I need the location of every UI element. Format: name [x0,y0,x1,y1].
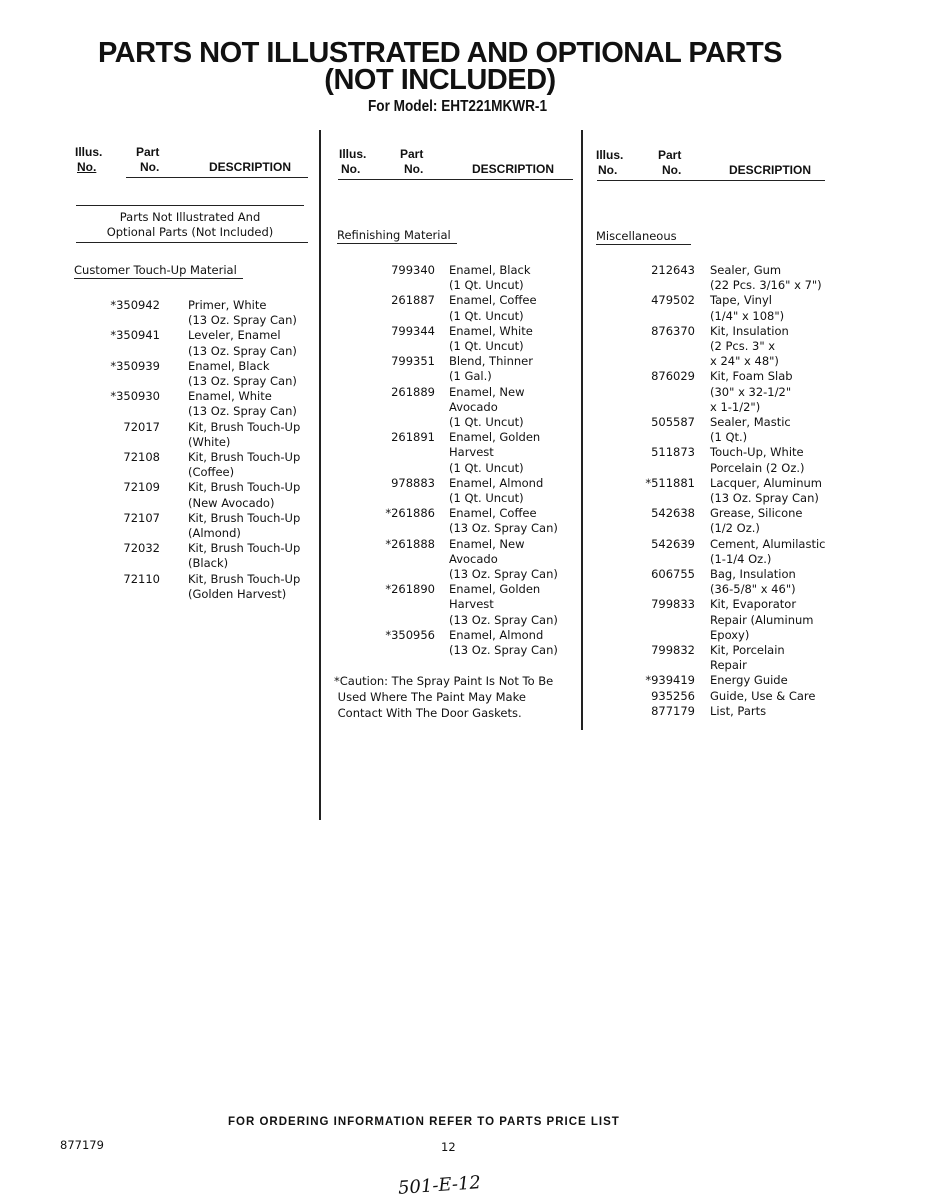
part-description: Kit, Brush Touch-Up (Golden Harvest) [188,571,301,601]
part-description: Enamel, White (1 Qt. Uncut) [449,323,533,353]
part-number: *350939 [110,358,160,373]
header-underline [338,179,573,180]
part-number: 542639 [651,536,695,551]
part-number: 876029 [651,369,695,384]
part-number: 72032 [123,541,160,556]
document-number: 877179 [60,1138,104,1152]
part-description: Tape, Vinyl (1/4" x 108") [710,293,785,323]
part-description: Enamel, Coffee (13 Oz. Spray Can) [449,506,558,536]
part-description: Energy Guide [710,673,788,688]
part-number: 261891 [391,430,435,445]
part-description: Bag, Insulation (36-5/8" x 46") [710,567,796,597]
part-description: Enamel, Black (1 Qt. Uncut) [449,263,531,293]
part-label: Part [400,147,424,161]
part-description: Primer, White (13 Oz. Spray Can) [188,298,297,328]
illus-no-label: No. [77,160,97,174]
part-number: *261886 [385,506,435,521]
part-number: 542638 [651,506,695,521]
illus-label: Illus. [75,145,103,159]
part-description: Enamel, White (13 Oz. Spray Can) [188,389,297,419]
part-description: Kit, Foam Slab (30" x 32-1/2" x 1-1/2") [710,369,793,414]
model-label: For Model: EHT221MKWR-1 [367,98,548,115]
page-subtitle: (NOT INCLUDED) [324,64,556,96]
part-description: Sealer, Gum (22 Pcs. 3/16" x 7") [710,263,822,293]
part-label: Part [136,145,160,159]
header-underline [597,180,825,181]
part-description: Lacquer, Aluminum (13 Oz. Spray Can) [710,475,823,505]
part-number: *939419 [645,673,695,688]
part-description: Cement, Alumilastic (1-1/4 Oz.) [710,536,826,566]
part-number: 261889 [391,384,435,399]
caution-note: *Caution: The Spray Paint Is Not To Be Used Where The Paint May Make Contact With The Door Gaskets. [334,674,554,720]
part-number: 212643 [651,263,695,277]
illus-label: Illus. [339,147,367,161]
part-description: Guide, Use & Care [710,688,816,703]
part-number: 479502 [651,293,695,308]
part-description: Grease, Silicone (1/2 Oz.) [710,506,803,536]
part-number: 511873 [651,445,695,460]
part-number: 876370 [651,323,695,338]
part-number: 72110 [123,571,160,586]
part-number: *350941 [110,328,160,343]
part-number: 799833 [651,597,695,612]
part-no-label: No. [140,160,160,174]
part-number: 799344 [391,323,435,338]
part-number: *350956 [385,627,435,642]
section-miscellaneous: Miscellaneous [596,229,691,245]
description-label: DESCRIPTION [729,163,812,177]
part-description: Enamel, Coffee (1 Qt. Uncut) [449,293,537,323]
part-number: 72017 [123,419,160,434]
part-description: Enamel, New Avocado (1 Qt. Uncut) [449,384,525,429]
part-number: 72109 [123,480,160,495]
part-number: 799832 [651,643,695,657]
part-description: Kit, Brush Touch-Up (Almond) [188,510,301,540]
part-description: Enamel, Golden Harvest (1 Qt. Uncut) [449,430,541,475]
part-number: *511881 [645,475,695,490]
description-label: DESCRIPTION [472,162,555,176]
ordering-note: FOR ORDERING INFORMATION REFER TO PARTS PRICE LIST [228,1116,620,1128]
section-refinishing-material: Refinishing Material [337,228,457,244]
part-description: Enamel, Almond (1 Qt. Uncut) [449,475,544,505]
description-label: DESCRIPTION [209,160,292,174]
part-description: Kit, Brush Touch-Up (White) [188,419,301,449]
part-no-label: No. [404,162,424,176]
illus-no-label: No. [341,162,361,176]
part-number: 799340 [391,263,435,277]
part-description: Leveler, Enamel (13 Oz. Spray Can) [188,328,297,358]
part-number: 606755 [651,567,695,581]
part-number: 72108 [123,450,160,464]
part-description: List, Parts [710,703,767,718]
part-number: 935256 [651,688,695,703]
part-number: 72107 [123,510,160,525]
intro-note: Parts Not Illustrated And Optional Parts (Not Included) [106,210,274,239]
illus-label: Illus. [596,148,624,162]
part-description: Enamel, Golden Harvest (13 Oz. Spray Can) [449,582,558,627]
part-description: Touch-Up, White Porcelain (2 Oz.) [710,445,805,475]
part-number: *261890 [385,582,435,597]
part-no-label: No. [662,163,682,177]
part-description: Enamel, Almond (13 Oz. Spray Can) [449,627,558,657]
part-description: Enamel, Black (13 Oz. Spray Can) [188,358,297,388]
part-description: Kit, Brush Touch-Up (New Avocado) [188,480,301,510]
page-number: 12 [441,1140,456,1154]
part-label: Part [658,148,682,162]
intro-rule-top [76,205,304,206]
handwritten-annotation: 501-E-12 [397,1172,482,1199]
illus-no-label: No. [598,163,618,177]
part-description: Kit, Evaporator Repair (Aluminum Epoxy) [710,597,814,642]
part-description: Kit, Insulation (2 Pcs. 3" x x 24" x 48") [710,323,789,369]
part-description: Kit, Brush Touch-Up (Black) [188,541,301,571]
section-customer-touch-up: Customer Touch-Up Material [74,263,243,279]
part-number: *261888 [385,536,435,551]
part-description: Enamel, New Avocado (13 Oz. Spray Can) [449,536,558,581]
header-underline [126,177,308,178]
part-number: 261887 [391,293,435,308]
part-number: 799351 [391,354,435,369]
part-description: Blend, Thinner (1 Gal.) [449,354,533,384]
part-description: Kit, Brush Touch-Up (Coffee) [188,450,301,480]
part-number: 505587 [651,415,695,429]
part-number: *350942 [110,298,160,312]
part-number: *350930 [110,389,160,404]
part-number: 877179 [651,703,695,718]
part-number: 978883 [391,475,435,490]
part-description: Kit, Porcelain Repair [710,643,785,673]
part-description: Sealer, Mastic (1 Qt.) [710,415,791,445]
page-title: PARTS NOT ILLUSTRATED AND OPTIONAL PARTS [97,37,783,69]
intro-rule-bottom [76,242,308,243]
